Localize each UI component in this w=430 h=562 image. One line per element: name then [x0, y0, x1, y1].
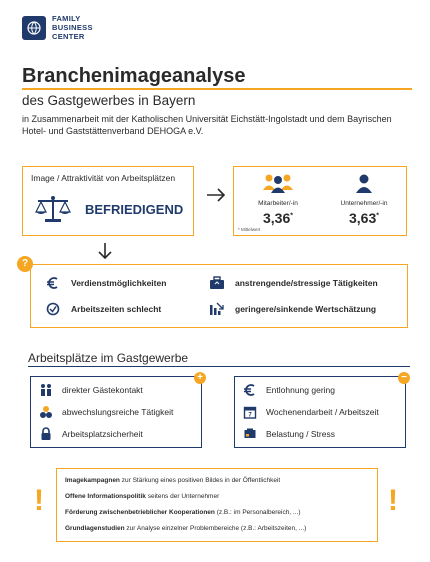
- negatives-box: [234, 372, 407, 448]
- title-divider: [22, 88, 412, 90]
- minus-icon: −: [398, 372, 410, 384]
- reason-item: Arbeitszeiten schlecht: [45, 301, 161, 317]
- svg-text:7: 7: [248, 412, 252, 419]
- ratings-box: [233, 166, 407, 236]
- reasons-box: [30, 264, 408, 328]
- family-business-center-logo: [22, 14, 93, 41]
- lock-icon: [39, 427, 53, 441]
- intro-text: in Zusammenarbeit mit der Katholischen Universität Eichstätt-Ingolstadt und dem Bayrischen Hotel- und Gaststättenverband DEHOGA e.V.: [22, 114, 392, 136]
- image-label: Image / Attraktivität von Arbeitsplätzen: [31, 173, 176, 183]
- declining-chart-icon: [209, 301, 225, 317]
- arrow-down-icon: [98, 242, 112, 265]
- clock-icon: [45, 301, 61, 317]
- question-icon: ?: [17, 256, 33, 272]
- logo-text: FAMILY BUSINESS CENTER: [52, 14, 93, 41]
- positive-item: direkter Gästekontakt: [39, 383, 143, 397]
- action-item: Förderung zwischenbetrieblicher Kooperationen (z.B.: im Personalbereich, ...): [65, 509, 301, 516]
- exclamation-icon: !: [388, 484, 398, 517]
- negative-item: 7 Wochenendarbeit / Arbeitszeit: [243, 405, 379, 419]
- employee-value: 3,36*: [263, 210, 293, 226]
- actions-box: [56, 468, 378, 542]
- positive-item: Arbeitsplatzsicherheit: [39, 427, 143, 441]
- negative-item: Entlohnung gering: [243, 383, 335, 397]
- image-rating-value: BEFRIEDIGEND: [85, 202, 184, 217]
- employee-label: Mitarbeiter/-in: [258, 200, 298, 207]
- section-title: Arbeitsplätze im Gastgewerbe: [28, 351, 189, 365]
- euro-icon: [243, 383, 257, 397]
- calendar-icon: [243, 405, 257, 419]
- euro-icon: [45, 275, 61, 291]
- balance-scale-icon: [35, 195, 71, 230]
- shapes-icon: [39, 405, 53, 419]
- employer-label: Unternehmer/-in: [340, 200, 388, 207]
- reason-item: Verdienstmöglichkeiten: [45, 275, 166, 291]
- person-icon: [324, 173, 404, 198]
- positives-box: [30, 372, 203, 448]
- action-item: Offene Informationspolitik seitens der Unternehmer: [65, 493, 220, 500]
- people-icon: [39, 383, 53, 397]
- plus-icon: +: [194, 372, 206, 384]
- employer-rating: [324, 173, 404, 226]
- group-people-icon: [238, 173, 318, 198]
- page-subtitle: des Gastgewerbes in Bayern: [22, 93, 196, 108]
- reason-item: anstrengende/stressige Tätigkeiten: [209, 275, 378, 291]
- action-item: Grundlagenstudien zur Analyse einzelner Problembereiche (z.B.: Arbeitszeiten, ...): [65, 525, 307, 532]
- action-item: Imagekampagnen zur Stärkung eines positiven Bildes in der Öffentlichkeit: [65, 477, 281, 484]
- briefcase-icon: [209, 275, 225, 291]
- image-rating-box: [22, 166, 194, 236]
- arrow-right-icon: [206, 188, 226, 207]
- exclamation-icon: !: [34, 484, 44, 517]
- negative-item: Belastung / Stress: [243, 427, 335, 441]
- section-divider: [28, 366, 410, 367]
- page-title: Branchenimageanalyse: [22, 65, 246, 87]
- battery-icon: [243, 427, 257, 441]
- employer-value: 3,63*: [349, 210, 379, 226]
- positive-item: abwechslungsreiche Tätigkeit: [39, 405, 173, 419]
- reason-item: geringere/sinkende Wertschätzung: [209, 301, 376, 317]
- logo-globe-icon: [22, 16, 46, 40]
- employee-rating: [238, 173, 318, 226]
- footnote: * Mittelwert: [238, 227, 261, 232]
